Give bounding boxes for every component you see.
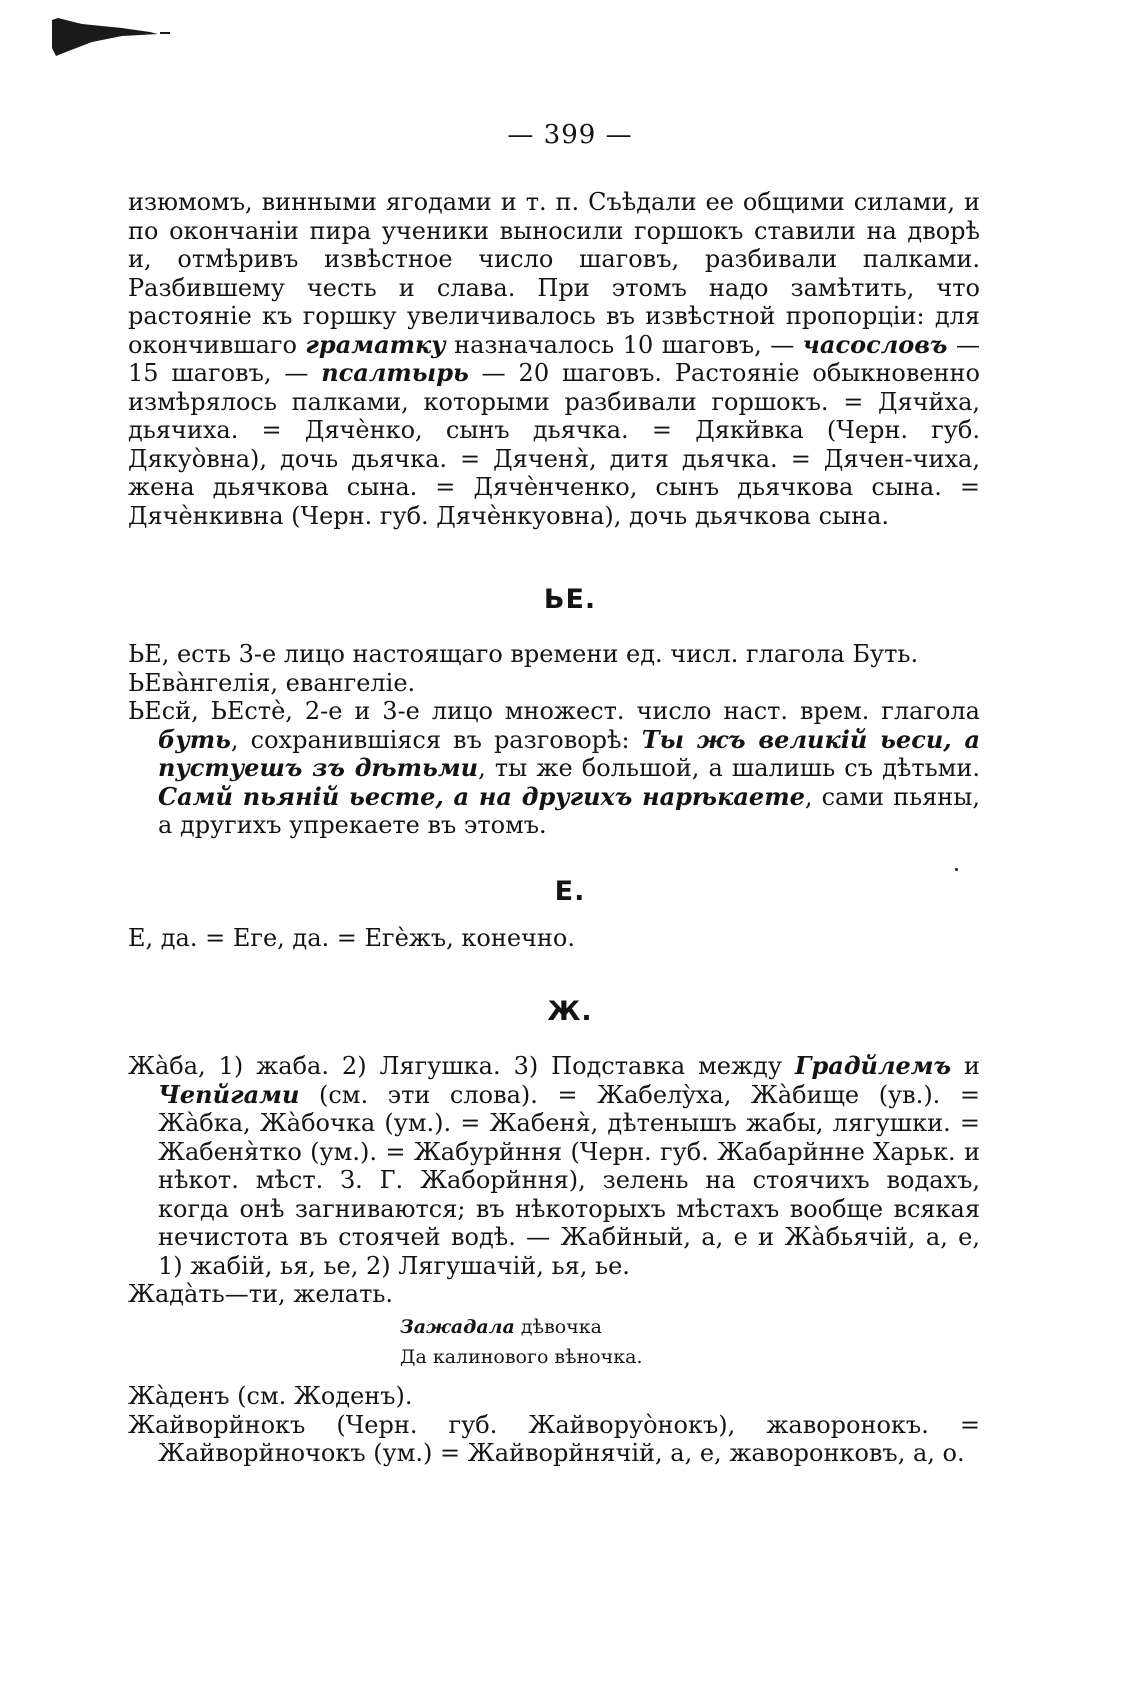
entry-zhe-1: [128, 1052, 980, 1280]
section-heading-ye-hard: ЬЕ.: [543, 584, 597, 615]
verse-line-1-italic: Зажадала: [400, 1316, 515, 1338]
entry-ye-hard-3-italic-1: буть: [158, 724, 231, 754]
entry-zhe-1-text-2: и: [951, 1052, 981, 1080]
entry-zhe-1-italic-1: Градйлемъ: [794, 1051, 952, 1080]
verse-line-1-rest: дѣвочка: [514, 1316, 602, 1338]
verse-line-1: [400, 1312, 642, 1342]
entry-zhe-1-text-1: Жàба, 1) жаба. 2) Лягушка. 3) Подставка между: [128, 1052, 795, 1080]
continuation-italic-1: граматку: [305, 329, 446, 359]
continuation-italic-3: псалтырь: [321, 358, 469, 387]
entry-ye-hard-3-text-1: ЬЕсй, ЬЕстѐ, 2-е и 3-е лицо множест. число наст. врем. глагола: [128, 697, 980, 725]
entry-ye-hard-3: [128, 697, 980, 840]
section-heading-zhe: Ж.: [547, 996, 593, 1027]
entry-ye-hard-3-italic-3: Самй пьяній ьесте, а на другихъ нарѣкаете: [158, 781, 805, 811]
entry-ye-hard-3-text-4: , сами пьяны, а другихъ упрекаете въ этомъ.: [158, 782, 981, 839]
entry-zhe-4: Жайворйнокъ (Черн. губ. Жайворуòнокъ), жаворонокъ. = Жайворйночокъ (ум.) = Жайворйнячій, а, е, жаворонковъ, а, о.: [128, 1410, 980, 1467]
entry-ye-hard-2: ЬЕвàнгелія, евангеліе.: [128, 668, 416, 697]
entry-ye-hard-3-italic-2: Ты жъ великій ьеси, а пустуешъ зъ дѣтьми: [158, 724, 980, 782]
continuation-text-4: — 20 шаговъ. Растояніе обыкновенно измѣрялось палками, которыми разбивали горшокъ. = Дячйха, дьячиха. = Дячѐнко, сынъ дьячка. = Дякйвка (Черн. губ. Дякуòвна), дочь дьячка. = Дяченя̀, дитя дьячка. = Дячен-чиха, жена дьячкова сына. = Дячѐнченко, сынъ дьячкова сына. = Дячѐнкивна (Черн. губ. Дячѐнкуовна), дочь дьячкова сына.: [128, 359, 980, 530]
entry-ye-hard-1: ЬЕ, есть 3-е лицо настоящаго времени ед. числ. глагола Буть.: [128, 640, 919, 668]
section-zhe-entries-bottom: [128, 1382, 980, 1468]
entry-zhe-1-italic-2: Чепйгами: [158, 1079, 300, 1109]
entry-zhe-3: Жàденъ (см. Жоденъ).: [128, 1382, 413, 1410]
section-ye-hard-entries: [128, 640, 980, 840]
entry-ye-hard-3-text-2: , сохранившіяся въ разговорѣ:: [230, 725, 642, 754]
entry-ye-1: Е, да. = Еге, да. = Егѐжъ, конечно.: [128, 924, 575, 952]
entry-ye-hard-3-text-3: , ты же большой, а шалишь съ дѣтьми.: [478, 754, 981, 782]
scan-speck: [955, 868, 958, 871]
scan-artifact-mark: [52, 18, 170, 56]
section-zhe-entries-top: [128, 1052, 980, 1309]
continuation-text-1: изюмомъ, винными ягодами и т. п. Съѣдали ее общими силами, и по окончаніи пира ученики выносили горшокъ ставили на дворѣ и, отмѣривъ извѣстное число шаговъ, разбивали палками. Разбившему честь и слава. При этомъ надо замѣтить, что растояніе къ горшку увеличивалось въ извѣстной пропорціи: для окончившаго: [128, 188, 980, 359]
continuation-italic-2: часословъ: [802, 329, 948, 359]
continuation-text-3: — 15 шаговъ, —: [128, 330, 980, 387]
entry-zhe-1-text-3: (см. эти слова). = Жабелỳха, Жàбище (ув.). = Жàбка, Жàбочка (ум.). = Жабеня̀, дѣтенышъ жабы, лягушки. = Жабеня̀тко (ум.). = Жабурйння (Черн. губ. Жабарйнне Харьк. и нѣкот. мѣст. З. Г. Жаборйння), зелень на стоячихъ водахъ, когда онѣ загниваются; въ нѣкоторыхъ мѣстахъ вообще всякая нечистота въ стоячей водѣ. — Жабйный, а, е и Жàбьячій, а, е, 1) жабій, ья, ье, 2) Лягушачій, ья, ье.: [158, 1080, 980, 1280]
verse-quote: [400, 1312, 642, 1372]
continuation-paragraph: [128, 188, 980, 530]
page-number: — 399 —: [507, 120, 633, 150]
verse-line-2: Да калинового вѣночка.: [400, 1346, 643, 1368]
entry-zhe-2: Жадàть—ти, желать.: [128, 1280, 394, 1308]
section-heading-ye: Е.: [554, 876, 586, 907]
continuation-text-2: назначалось 10 шаговъ, —: [445, 330, 803, 359]
section-ye-entries: [128, 924, 980, 953]
